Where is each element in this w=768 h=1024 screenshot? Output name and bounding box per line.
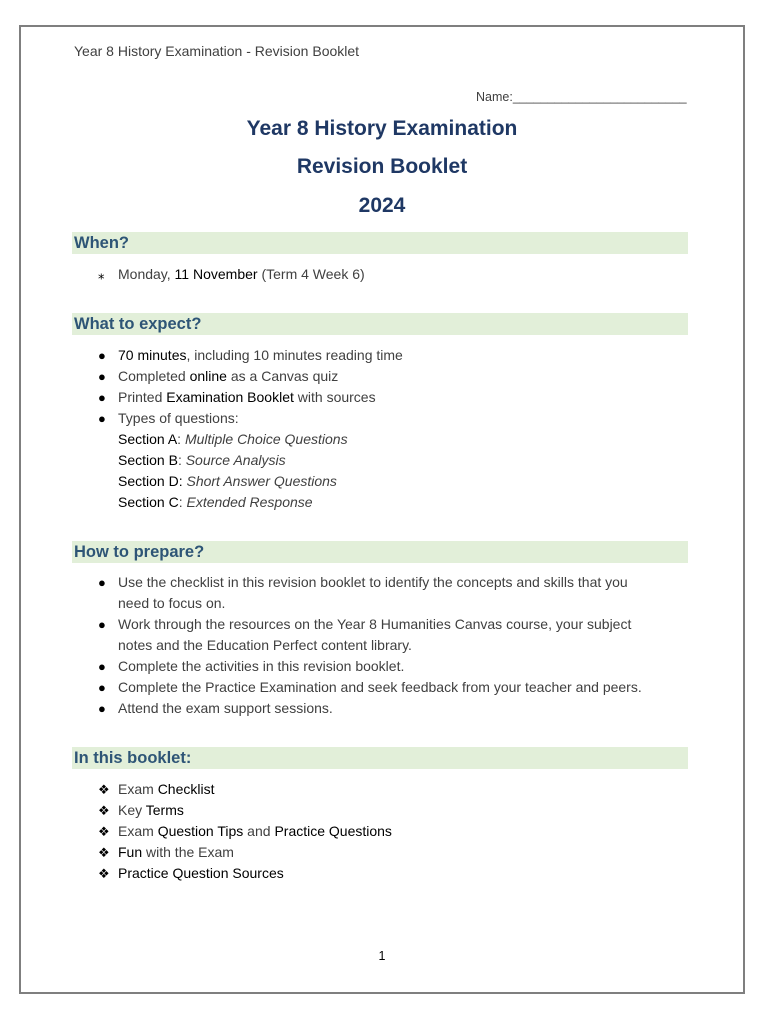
running-header: Year 8 History Examination - Revision Booklet [74,43,360,59]
list-item: ● Attend the exam support sessions. [72,698,642,719]
bullet-icon: ● [98,701,106,716]
list-item: ● Printed Examination Booklet with sources [72,387,403,408]
list-item: ❖ Exam Question Tips and Practice Questions [72,821,392,842]
asterisk-bullet-icon: ⁎ [98,267,105,282]
document-page [19,25,745,994]
four-diamond-bullet-icon: ❖ [98,803,110,818]
four-diamond-bullet-icon: ❖ [98,866,110,881]
four-diamond-bullet-icon: ❖ [98,824,110,839]
section-type-item: Section C: Extended Response [118,494,313,510]
list-item: ● Completed online as a Canvas quiz [72,366,403,387]
section-type-item: Section B: Source Analysis [118,452,286,468]
four-diamond-bullet-icon: ❖ [98,782,110,797]
title-line-1: Year 8 History Examination [246,117,518,140]
bullet-icon: ● [98,348,106,363]
prepare-list [72,572,642,719]
list-item: ● Use the checklist in this revision booklet to identify the concepts and skills that you need to focus on. [98,574,628,611]
list-item: ● Complete the Practice Examination and seek feedback from your teacher and peers. [72,677,642,698]
list-item: ❖ Fun with the Exam [72,842,392,863]
bullet-icon: ● [98,659,106,674]
list-item: ❖ Key Terms [72,800,392,821]
page-number: 1 [378,949,386,963]
name-field: Name:_________________________ [476,90,687,104]
bullet-icon: ● [98,617,106,632]
bullet-icon: ● [98,411,106,426]
list-item: ● Work through the resources on the Year 8 Humanities Canvas course, your subject notes and the Education Perfect content library. [98,616,632,653]
four-diamond-bullet-icon: ❖ [98,845,110,860]
list-item: ❖ Exam Checklist [72,779,392,800]
list-item: ⁎ Monday, 11 November (Term 4 Week 6) [72,264,365,285]
when-list [72,264,365,285]
list-item: ● 70 minutes, including 10 minutes reading time [72,345,403,366]
section-heading-prepare: How to prepare? [72,541,688,563]
bullet-icon: ● [98,390,106,405]
booklet-list [72,779,392,884]
section-type-item: Section D: Short Answer Questions [118,473,337,489]
section-heading-expect: What to expect? [72,313,688,335]
section-heading-when: When? [72,232,688,254]
bullet-icon: ● [98,680,106,695]
bullet-icon: ● [98,575,106,590]
section-heading-booklet: In this booklet: [72,747,688,769]
expect-list [72,345,403,513]
title-line-2: Revision Booklet [296,155,468,178]
list-item: ● Complete the activities in this revision booklet. [72,656,642,677]
section-type-item: Section A: Multiple Choice Questions [118,431,348,447]
bullet-icon: ● [98,369,106,384]
list-item: ❖ Practice Question Sources [72,863,392,884]
list-item: ● Types of questions: [72,408,403,429]
title-year: 2024 [358,194,406,217]
